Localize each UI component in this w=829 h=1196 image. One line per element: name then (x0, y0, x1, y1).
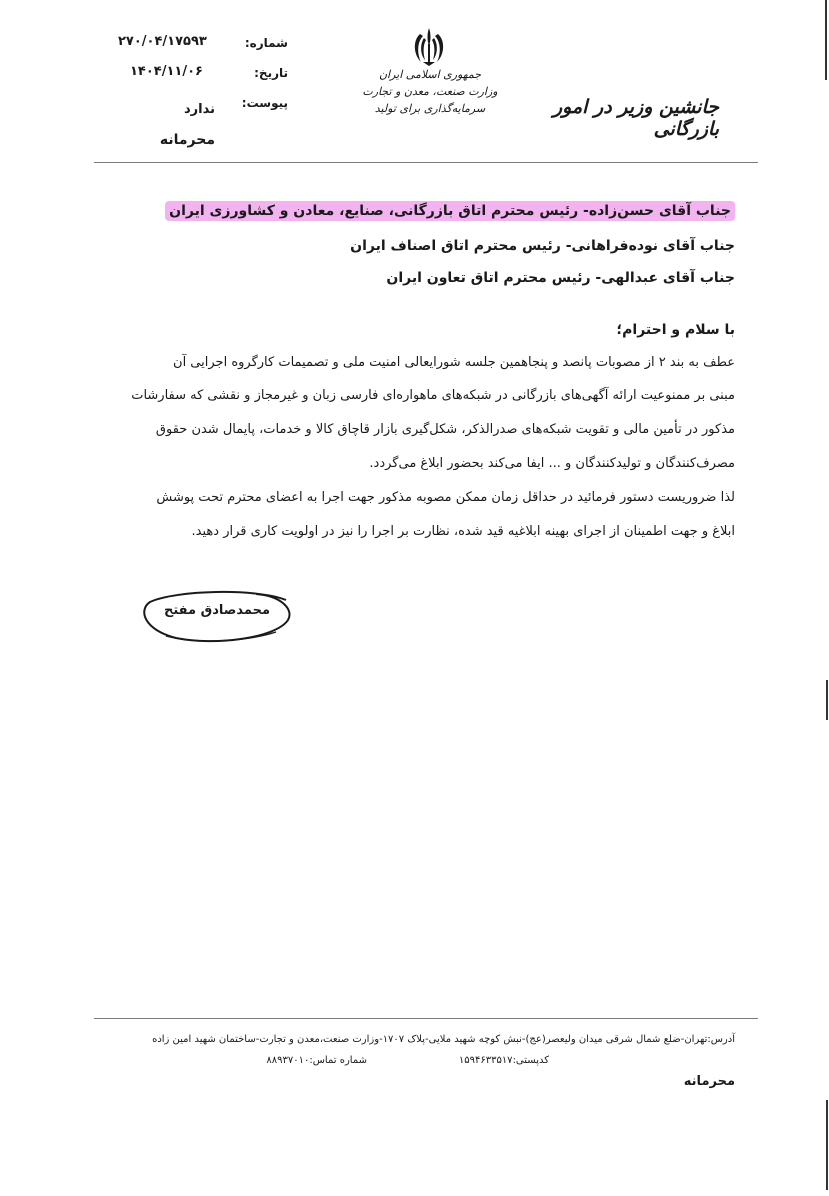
recipient-1 (165, 203, 735, 219)
recipient-3: جناب آقای عبدالهی- رئیس محترم اتاق تعاون ایران (386, 270, 735, 286)
classification-header: محرمانه (159, 132, 215, 148)
ministry-emblem-text (360, 66, 500, 117)
attachment-value: ندارد (183, 102, 215, 117)
letter-number: ۲۷۰/۰۴/۱۷۵۹۳ (118, 34, 207, 49)
recipient-2: جناب آقای نوده‌فراهانی- رئیس محترم اتاق اصناف ایران (350, 238, 735, 254)
footer-postal-code: کدپستی:۱۵۹۴۶۳۳۵۱۷ (458, 1055, 549, 1066)
scan-edge-mark (826, 1100, 828, 1190)
greeting: با سلام و احترام؛ (616, 322, 735, 338)
paragraph2-line-1: لذا ضروریست دستور فرمائید در حداقل زمان ممکن مصوبه مذکور جهت اجرا به اعضای محترم تحت پوشش (156, 490, 735, 505)
attachment-label: پیوست: (241, 96, 288, 110)
signatory-name: محمدصادق مفتح (164, 603, 270, 618)
footer-divider (94, 1018, 758, 1019)
paragraph1-line-2: مبنی بر ممنوعیت ارائه آگهی‌های بازرگانی در شبکه‌های ماهواره‌ای فارسی زبان و غیرمجاز و نقشی که سفارشات (131, 388, 735, 403)
footer-address: آدرس:تهران-ضلع شمال شرقی میدان ولیعصر(عج)-نبش کوچه شهید ملایی-پلاک ۱۷۰۷-وزارت صنعت،معدن و تجارت-ساختمان شهید امین زاده (152, 1034, 735, 1045)
recipient-1-highlight: جناب آقای حسن‌زاده- رئیس محترم اتاق بازرگانی، صنایع، معادن و کشاورزی ایران (165, 201, 735, 221)
emblem-line-1: جمهوری اسلامی ایران (378, 68, 482, 81)
emblem-line-2: وزارت صنعت، معدن و تجارت (362, 85, 498, 98)
scan-edge-mark (826, 680, 828, 720)
date-label: تاریخ: (254, 66, 288, 80)
classification-footer: محرمانه (683, 1074, 735, 1089)
footer-phone: شماره تماس:۸۸۹۳۷۰۱۰ (266, 1055, 367, 1066)
emblem-line-3: سرمایه‌گذاری برای تولید (374, 102, 486, 115)
paragraph1-line-3: مذکور در تأمین مالی و تقویت شبکه‌های صدرالذکر، شکل‌گیری بازار قاچاق کالا و خدمات، پایمال شدن حقوق (155, 422, 735, 437)
paragraph1-line-4: مصرف‌کنندگان و تولیدکنندگان و ... ایفا می‌کند بحضور ابلاغ می‌گردد. (369, 456, 735, 471)
iran-emblem-icon (405, 24, 453, 68)
header-divider (94, 162, 758, 163)
sender-title: جانشین وزیر در امور بازرگانی (552, 96, 719, 140)
number-label: شماره: (244, 36, 288, 50)
letter-date: ۱۴۰۴/۱۱/۰۶ (130, 64, 203, 79)
scan-edge-mark (825, 0, 827, 80)
paragraph1-line-1: عطف به بند ۲ از مصوبات پانصد و پنجاهمین جلسه شورایعالی امنیت ملی و تصمیمات کارگروه اجرایی آن (173, 355, 735, 370)
paragraph2-line-2: ابلاغ و جهت اطمینان از اجرای بهینه ابلاغیه قید شده، نظارت بر اجرا را نیز در اولویت کاری قرار دهید. (191, 524, 735, 539)
